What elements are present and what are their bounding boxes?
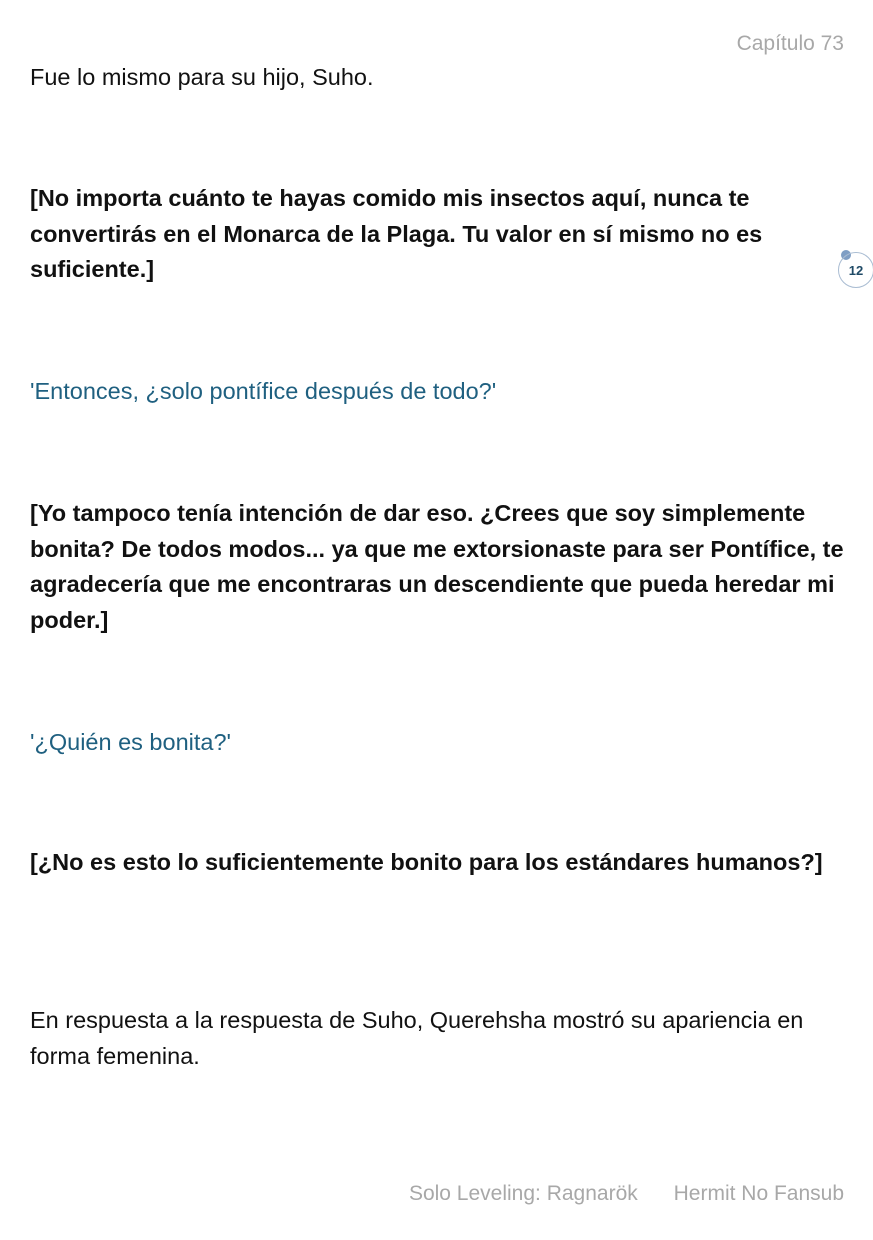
novel-title: Solo Leveling: Ragnarök [408,1182,638,1205]
group-name: Hermit No Fansub [673,1182,844,1205]
dialogue-paragraph: [Yo tampoco tenía intención de dar eso. ¿Crees que soy simplemente bonita? De todos modos... ya que me extorsionaste para ser Pontífice, te agradecería que me encontraras un descendiente que pueda heredar mi poder.] [30,500,844,633]
footer [379,1182,844,1206]
narration-paragraph: En respuesta a la respuesta de Suho, Querehsha mostró su apariencia en forma femenina. [30,1007,804,1069]
narration-paragraph: Fue lo mismo para su hijo, Suho. [30,64,374,90]
thought-paragraph: 'Entonces, ¿solo pontífice después de todo?' [30,378,497,404]
dialogue-paragraph: [No importa cuánto te hayas comido mis insectos aquí, nunca te convertirás en el Monarca de la Plaga. Tu valor en sí mismo no es suficiente.] [30,185,763,282]
thought-paragraph: '¿Quién es bonita?' [30,729,232,755]
comment-count-badge[interactable]: 12 [838,252,873,288]
dialogue-paragraph: [¿No es esto lo suficientemente bonito para los estándares humanos?] [30,849,823,875]
chapter-label: Capítulo 73 [736,32,844,55]
